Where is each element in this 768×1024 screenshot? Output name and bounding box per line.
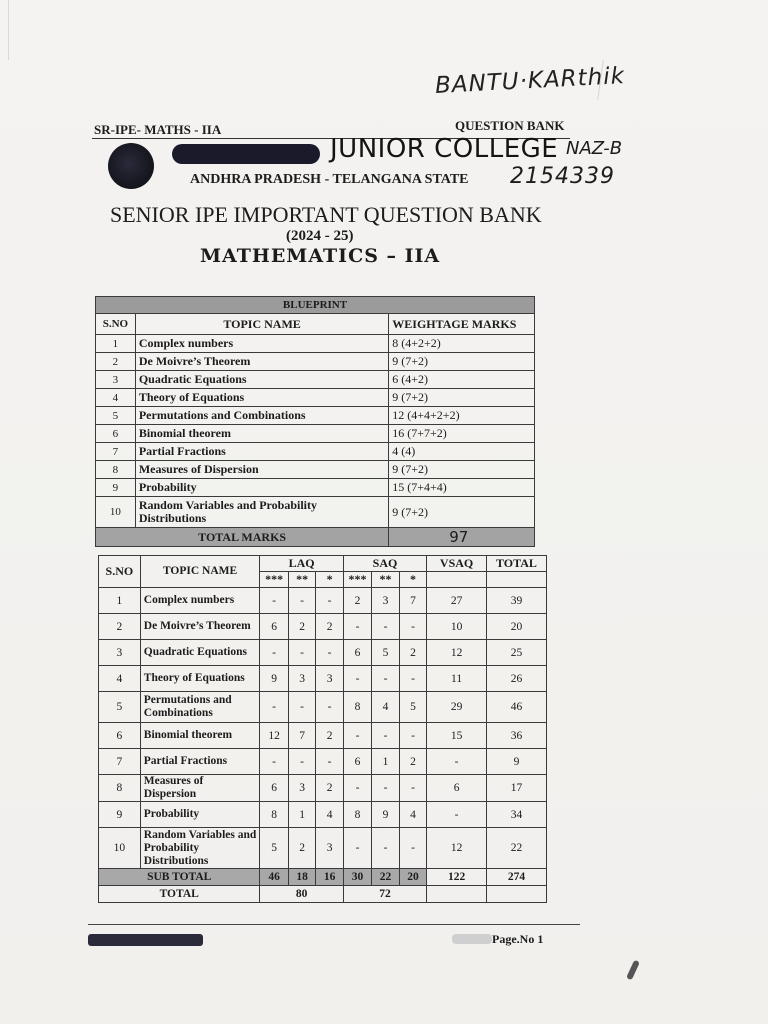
saq-3star-count: - — [343, 828, 371, 869]
laq-1star-count: 3 — [316, 666, 343, 692]
vsaq-count: 27 — [427, 588, 487, 614]
laq-3star-count: - — [260, 640, 288, 666]
total-blank — [486, 572, 546, 588]
row-marks: 4 (4) — [389, 443, 535, 461]
blueprint-row — [96, 407, 535, 425]
grand-total-laq: 80 — [260, 886, 343, 903]
row-total: 22 — [486, 828, 546, 869]
distribution-row — [99, 614, 547, 640]
laq-3star-count: - — [260, 749, 288, 775]
laq-1star-count: 4 — [316, 802, 343, 828]
row-sno: 7 — [99, 749, 141, 775]
blueprint-body — [96, 335, 535, 528]
blueprint-row — [96, 479, 535, 497]
row-marks: 9 (7+2) — [389, 497, 535, 528]
blueprint-row — [96, 389, 535, 407]
row-sno: 4 — [99, 666, 141, 692]
subtotal-saq-1: 20 — [399, 869, 426, 886]
distribution-row — [99, 828, 547, 869]
laq-2star-count: - — [288, 692, 316, 723]
academic-year: (2024 - 25) — [286, 228, 354, 244]
saq-1star-count: - — [399, 723, 426, 749]
row-topic: Measures of Dispersion — [135, 461, 388, 479]
row-marks: 9 (7+2) — [389, 389, 535, 407]
vsaq-count: 15 — [427, 723, 487, 749]
subtotal-vsaq: 122 — [427, 869, 487, 886]
saq-1star-count: - — [399, 828, 426, 869]
laq-1star-count: 3 — [316, 828, 343, 869]
saq-2star-count: 9 — [372, 802, 400, 828]
saq-2star-count: - — [372, 723, 400, 749]
row-topic: Measures of Dispersion — [140, 775, 260, 802]
row-sno: 9 — [99, 802, 141, 828]
laq-1star-count: 2 — [316, 614, 343, 640]
row-topic: De Moivre’s Theorem — [135, 353, 388, 371]
row-topic: Theory of Equations — [140, 666, 260, 692]
row-total: 36 — [486, 723, 546, 749]
row-topic: Complex numbers — [140, 588, 260, 614]
distribution-body — [99, 588, 547, 869]
row-sno: 8 — [96, 461, 136, 479]
distribution-row — [99, 802, 547, 828]
blueprint-row — [96, 461, 535, 479]
col-sno: S.NO — [99, 556, 141, 588]
blueprint-row — [96, 425, 535, 443]
row-topic: Partial Fractions — [135, 443, 388, 461]
subtotal-laq-2: 18 — [288, 869, 316, 886]
laq-1star-count: 2 — [316, 723, 343, 749]
saq-3star-count: - — [343, 614, 371, 640]
row-total: 39 — [486, 588, 546, 614]
row-topic: De Moivre’s Theorem — [140, 614, 260, 640]
blueprint-title: BLUEPRINT — [96, 297, 535, 314]
row-sno: 2 — [96, 353, 136, 371]
stray-pen-mark — [626, 960, 640, 981]
col-topic: TOPIC NAME — [140, 556, 260, 588]
vsaq-count: 10 — [427, 614, 487, 640]
row-marks: 8 (4+2+2) — [389, 335, 535, 353]
row-topic: Random Variables and Probability Distributions — [140, 828, 260, 869]
row-sno: 1 — [99, 588, 141, 614]
laq-2star-count: - — [288, 640, 316, 666]
saq-3star: *** — [343, 572, 371, 588]
row-sno: 10 — [99, 828, 141, 869]
subtotal-total: 274 — [486, 869, 546, 886]
laq-2star-count: 2 — [288, 828, 316, 869]
laq-3star-count: 5 — [260, 828, 288, 869]
distribution-table — [98, 555, 547, 903]
vsaq-count: 6 — [427, 775, 487, 802]
saq-2star-count: - — [372, 775, 400, 802]
grand-total-label: TOTAL — [99, 886, 260, 903]
state-line: ANDHRA PRADESH - TELANGANA STATE — [190, 172, 469, 187]
row-topic: Complex numbers — [135, 335, 388, 353]
laq-3star: *** — [260, 572, 288, 588]
row-marks: 9 (7+2) — [389, 353, 535, 371]
laq-2star-count: 2 — [288, 614, 316, 640]
scan-smudge — [452, 934, 492, 944]
saq-3star-count: 8 — [343, 692, 371, 723]
saq-1star-count: 5 — [399, 692, 426, 723]
distribution-row — [99, 723, 547, 749]
blueprint-title-row — [96, 297, 535, 314]
row-sno: 9 — [96, 479, 136, 497]
saq-1star-count: 4 — [399, 802, 426, 828]
row-marks: 16 (7+7+2) — [389, 425, 535, 443]
row-marks: 9 (7+2) — [389, 461, 535, 479]
row-total: 9 — [486, 749, 546, 775]
page-number: Page.No 1 — [492, 932, 544, 946]
row-sno: 8 — [99, 775, 141, 802]
distribution-row — [99, 666, 547, 692]
saq-2star-count: 4 — [372, 692, 400, 723]
row-total: 26 — [486, 666, 546, 692]
row-topic: Probability — [140, 802, 260, 828]
row-topic: Permutations and Combinations — [135, 407, 388, 425]
saq-2star-count: 3 — [372, 588, 400, 614]
row-topic: Probability — [135, 479, 388, 497]
col-sno: S.NO — [96, 314, 136, 335]
total-marks-label: TOTAL MARKS — [96, 528, 389, 547]
row-sno: 7 — [96, 443, 136, 461]
handwritten-code: NAZ-B — [566, 138, 623, 159]
row-total: 46 — [486, 692, 546, 723]
blueprint-row — [96, 353, 535, 371]
col-saq: SAQ — [343, 556, 426, 572]
vsaq-count: 11 — [427, 666, 487, 692]
redacted-college-name — [172, 144, 320, 164]
distribution-row — [99, 749, 547, 775]
laq-2star: ** — [288, 572, 316, 588]
col-topic: TOPIC NAME — [135, 314, 388, 335]
subtotal-laq-3: 46 — [260, 869, 288, 886]
row-total: 34 — [486, 802, 546, 828]
subtotal-saq-3: 30 — [343, 869, 371, 886]
saq-2star-count: - — [372, 614, 400, 640]
college-title: JUNIOR COLLEGE — [330, 134, 559, 164]
vsaq-count: 12 — [427, 640, 487, 666]
laq-3star-count: - — [260, 692, 288, 723]
subtotal-label: SUB TOTAL — [99, 869, 260, 886]
saq-2star: ** — [372, 572, 400, 588]
laq-1star-count: - — [316, 640, 343, 666]
blueprint-row — [96, 371, 535, 389]
subtotal-row — [99, 869, 547, 886]
header-doc-type: QUESTION BANK — [455, 118, 565, 133]
grand-total-saq: 72 — [343, 886, 426, 903]
laq-3star-count: 12 — [260, 723, 288, 749]
blueprint-table — [95, 296, 535, 547]
laq-1star-count: 2 — [316, 775, 343, 802]
row-sno: 6 — [99, 723, 141, 749]
blueprint-row — [96, 335, 535, 353]
saq-1star-count: - — [399, 614, 426, 640]
row-topic: Quadratic Equations — [135, 371, 388, 389]
saq-1star: * — [399, 572, 426, 588]
laq-3star-count: - — [260, 588, 288, 614]
row-marks: 6 (4+2) — [389, 371, 535, 389]
saq-3star-count: - — [343, 723, 371, 749]
college-logo — [108, 143, 154, 189]
row-sno: 5 — [96, 407, 136, 425]
vsaq-blank — [427, 572, 487, 588]
saq-1star-count: 2 — [399, 640, 426, 666]
row-total: 17 — [486, 775, 546, 802]
vsaq-count: 29 — [427, 692, 487, 723]
laq-2star-count: 3 — [288, 775, 316, 802]
distribution-row — [99, 775, 547, 802]
distribution-row — [99, 640, 547, 666]
vsaq-count: - — [427, 802, 487, 828]
row-total: 20 — [486, 614, 546, 640]
laq-3star-count: 6 — [260, 614, 288, 640]
vsaq-count: - — [427, 749, 487, 775]
row-topic: Binomial theorem — [135, 425, 388, 443]
grand-total-vsaq — [427, 886, 487, 903]
col-weightage: WEIGHTAGE MARKS — [389, 314, 535, 335]
subtotal-laq-1: 16 — [316, 869, 343, 886]
row-topic: Theory of Equations — [135, 389, 388, 407]
row-topic: Random Variables and Probability Distributions — [135, 497, 388, 528]
saq-2star-count: 1 — [372, 749, 400, 775]
row-topic: Partial Fractions — [140, 749, 260, 775]
saq-1star-count: - — [399, 775, 426, 802]
distribution-row — [99, 692, 547, 723]
laq-3star-count: 8 — [260, 802, 288, 828]
main-title: SENIOR IPE IMPORTANT QUESTION BANK — [110, 202, 542, 227]
saq-3star-count: - — [343, 775, 371, 802]
saq-3star-count: 6 — [343, 640, 371, 666]
laq-1star: * — [316, 572, 343, 588]
grand-total-row — [99, 886, 547, 903]
blueprint-row — [96, 497, 535, 528]
laq-2star-count: - — [288, 749, 316, 775]
saq-3star-count: 8 — [343, 802, 371, 828]
row-sno: 6 — [96, 425, 136, 443]
row-marks: 15 (7+4+4) — [389, 479, 535, 497]
row-topic: Permutations and Combinations — [140, 692, 260, 723]
row-topic: Quadratic Equations — [140, 640, 260, 666]
row-topic: Binomial theorem — [140, 723, 260, 749]
saq-3star-count: 2 — [343, 588, 371, 614]
saq-1star-count: - — [399, 666, 426, 692]
subject-title: MATHEMATICS – IIA — [200, 245, 441, 267]
blueprint-header-row — [96, 314, 535, 335]
redacted-footer-text — [88, 934, 203, 946]
row-sno: 3 — [96, 371, 136, 389]
laq-1star-count: - — [316, 749, 343, 775]
distribution-row — [99, 588, 547, 614]
row-sno: 2 — [99, 614, 141, 640]
saq-2star-count: 5 — [372, 640, 400, 666]
vsaq-count: 12 — [427, 828, 487, 869]
blueprint-total-row — [96, 528, 535, 547]
saq-2star-count: - — [372, 828, 400, 869]
row-sno: 1 — [96, 335, 136, 353]
row-total: 25 — [486, 640, 546, 666]
footer-divider — [88, 924, 580, 925]
row-sno: 5 — [99, 692, 141, 723]
laq-2star-count: - — [288, 588, 316, 614]
saq-1star-count: 2 — [399, 749, 426, 775]
row-sno: 4 — [96, 389, 136, 407]
grand-total-total — [486, 886, 546, 903]
total-marks-value: 97 — [389, 528, 535, 547]
saq-2star-count: - — [372, 666, 400, 692]
laq-2star-count: 3 — [288, 666, 316, 692]
row-marks: 12 (4+4+2+2) — [389, 407, 535, 425]
row-sno: 10 — [96, 497, 136, 528]
row-sno: 3 — [99, 640, 141, 666]
laq-2star-count: 7 — [288, 723, 316, 749]
col-vsaq: VSAQ — [427, 556, 487, 572]
saq-3star-count: - — [343, 666, 371, 692]
scan-edge — [8, 0, 9, 60]
saq-3star-count: 6 — [343, 749, 371, 775]
subtotal-saq-2: 22 — [372, 869, 400, 886]
dist-header-row — [99, 556, 547, 572]
laq-3star-count: 9 — [260, 666, 288, 692]
laq-1star-count: - — [316, 588, 343, 614]
header-course: SR-IPE- MATHS - IIA — [94, 122, 222, 137]
laq-3star-count: 6 — [260, 775, 288, 802]
col-total: TOTAL — [486, 556, 546, 572]
col-laq: LAQ — [260, 556, 343, 572]
blueprint-row — [96, 443, 535, 461]
handwritten-number: 2154339 — [510, 164, 615, 189]
saq-1star-count: 7 — [399, 588, 426, 614]
laq-2star-count: 1 — [288, 802, 316, 828]
laq-1star-count: - — [316, 692, 343, 723]
handwritten-student-name: BANTU·KARthik — [434, 63, 626, 99]
